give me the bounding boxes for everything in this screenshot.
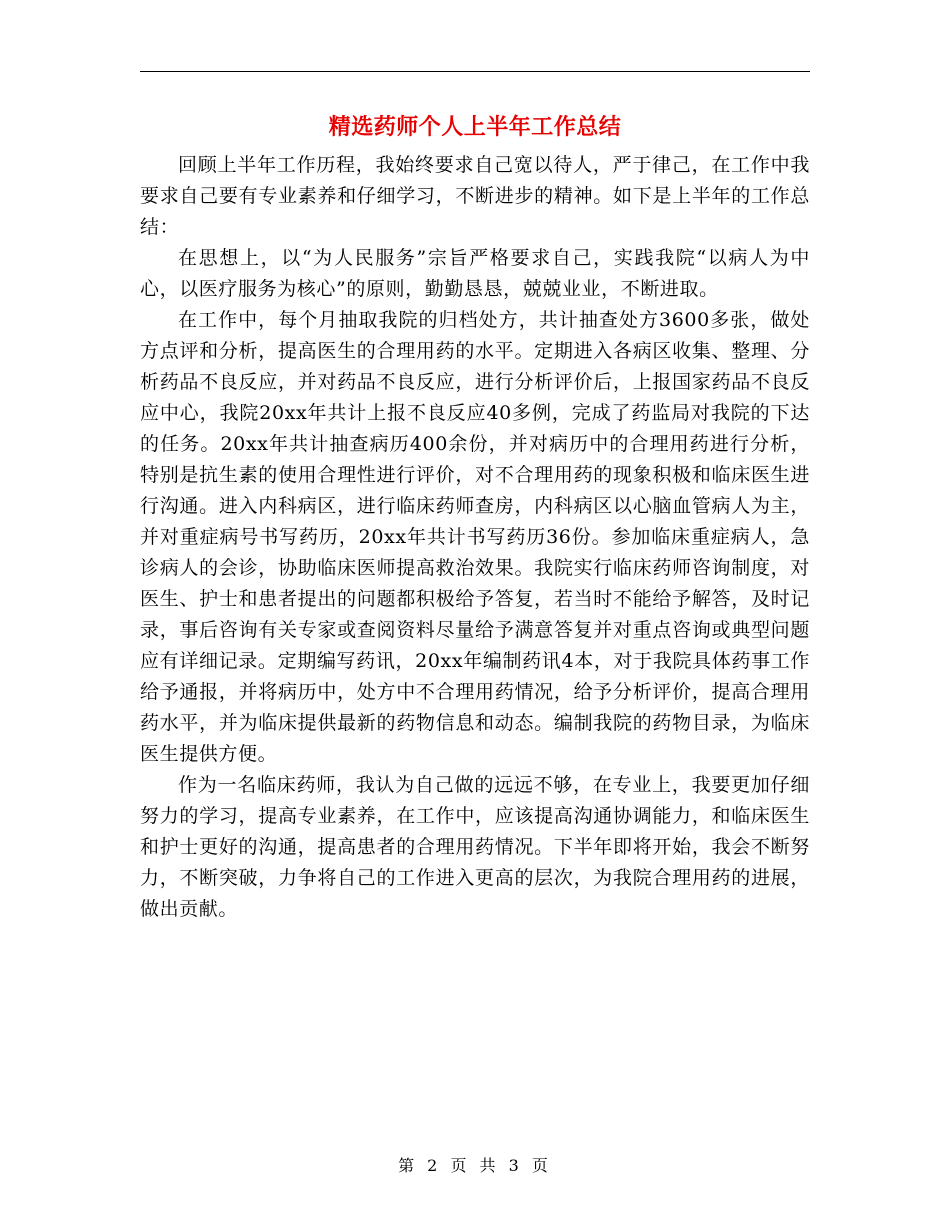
paragraph-work: 在工作中，每个月抽取我院的归档处方，共计抽查处方3600多张，做处方点评和分析，提高医生的合理用药的水平。定期进入各病区收集、整理、分析药品不良反应，并对药品不良反应，进行分析评价后，上报国家药品不良反应中心，我院20xx年共计上报不良反应40多例，完成了药监局对我院的下达的任务。20xx年共计抽查病历400余份，并对病历中的合理用药进行分析，特别是抗生素的使用合理性进行评价，对不合理用药的现象积极和临床医生进行沟通。进入内科病区，进行临床药师查房，内科病区以心脑血管病人为主，并对重症病号书写药历，20xx年共计书写药历36份。参加临床重症病人，急诊病人的会诊，协助临床医师提高救治效果。我院实行临床药师咨询制度，对医生、护士和患者提出的问题都积极给予答复，若当时不能给予解答，及时记录，事后咨询有关专家或查阅资料尽量给予满意答复并对重点咨询或典型问题应有详细记录。定期编写药讯，20xx年编制药讯4本，对于我院具体药事工作给予通报，并将病历中，处方中不合理用药情况，给予分析评价，提高合理用药水平，并为临床提供最新的药物信息和动态。编制我院的药物目录，为临床医生提供方便。 bbox=[140, 309, 810, 765]
document-body bbox=[140, 150, 810, 925]
page-footer: 第 2 页 共 3 页 bbox=[398, 1156, 552, 1175]
paragraph-outlook: 作为一名临床药师，我认为自己做的远远不够，在专业上，我要更加仔细努力的学习，提高专业素养，在工作中，应该提高沟通协调能力，和临床医生和护士更好的沟通，提高患者的合理用药情况。下半年即将开始，我会不断努力，不断突破，力争将自己的工作进入更高的层次，为我院合理用药的进展，做出贡献。 bbox=[140, 774, 810, 920]
document-title: 精选药师个人上半年工作总结 bbox=[328, 114, 622, 140]
paragraph-intro: 回顾上半年工作历程，我始终要求自己宽以待人，严于律己，在工作中我要求自己要有专业素养和仔细学习，不断进步的精神。如下是上半年的工作总结： bbox=[140, 154, 810, 238]
header-rule bbox=[140, 71, 810, 72]
paragraph-thought: 在思想上，以“为人民服务”宗旨严格要求自己，实践我院“以病人为中心，以医疗服务为核心”的原则，勤勤恳恳，兢兢业业，不断进取。 bbox=[140, 247, 810, 300]
